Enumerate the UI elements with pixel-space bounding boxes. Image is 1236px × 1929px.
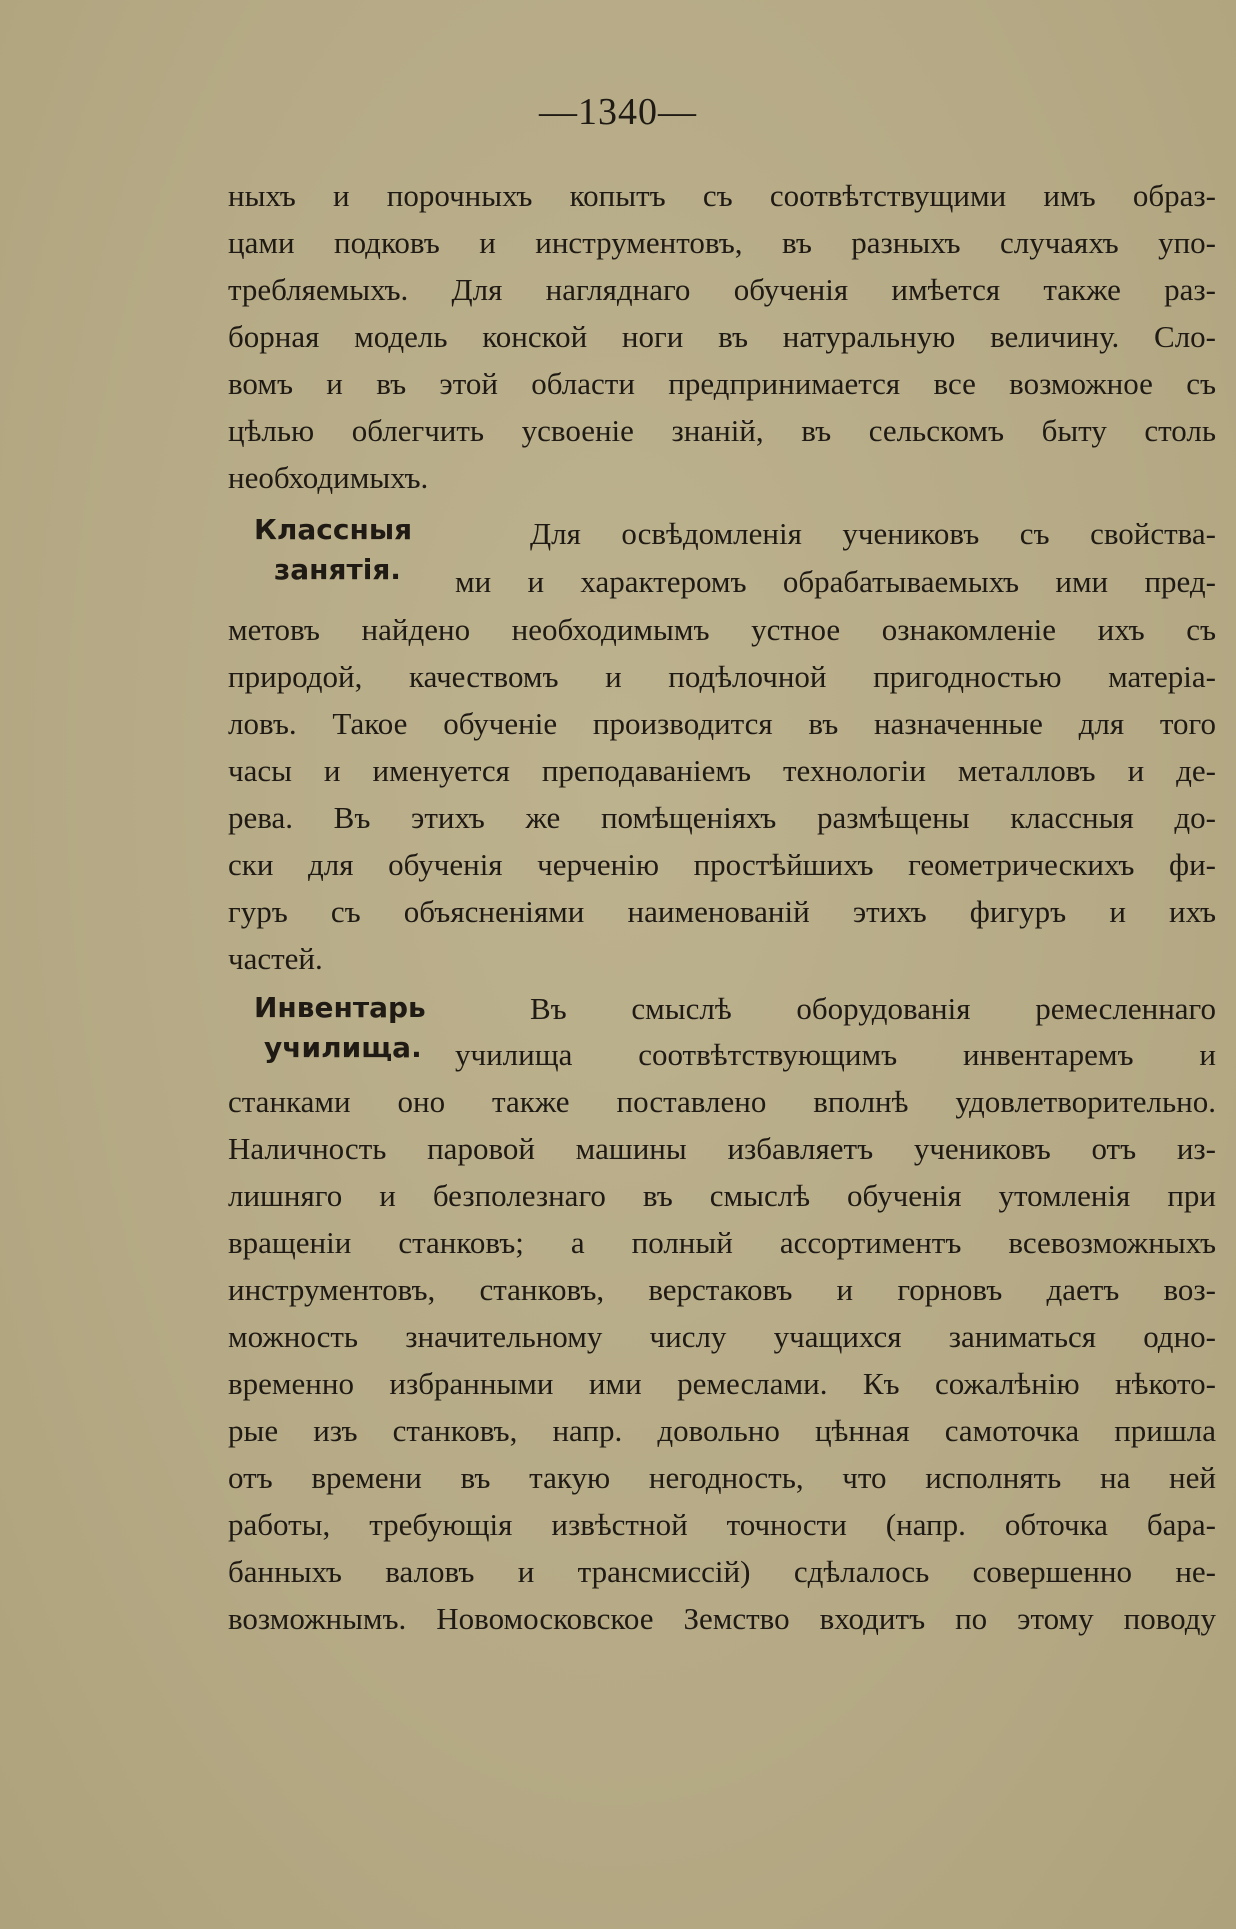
text-line: лишняго и безполезнаго въ смыслѣ обученія утомленія при [228,1178,1216,1213]
text-line: Наличность паровой машины избавляетъ учениковъ отъ из- [228,1131,1216,1166]
page-number: —1340— [539,91,697,133]
text-line: гуръ съ объясненіями наименованій этихъ фигуръ и ихъ [228,894,1216,929]
text-line: требляемыхъ. Для нагляднаго обученія имѣется также раз- [228,272,1216,307]
text-line: вомъ и въ этой области предпринимается все возможное съ [228,366,1216,401]
text-line: необходимыхъ. [228,460,429,495]
text-line: борная модель конской ноги въ натуральную величину. Сло- [228,319,1216,354]
text-line: станками оно также поставлено вполнѣ удовлетворительно. [228,1084,1216,1119]
text-line: банныхъ валовъ и трансмиссій) сдѣлалось совершенно не- [228,1554,1216,1589]
text-line: цами подковъ и инструментовъ, въ разныхъ случаяхъ упо- [228,225,1216,260]
text-line: Въ смыслѣ оборудованія ремесленнаго [530,991,1216,1026]
side-heading: Инвентарь [254,991,426,1024]
text-line: училища соотвѣтствующимъ инвентаремъ и [455,1037,1216,1072]
text-line: цѣлью облегчить усвоеніе знаній, въ сельскомъ быту столь [228,413,1216,448]
text-line: метовъ найдено необходимымъ устное ознакомленіе ихъ съ [228,612,1216,647]
text-line: рые изъ станковъ, напр. довольно цѣнная самоточка пришла [228,1413,1216,1448]
text-line: ми и характеромъ обрабатываемыхъ ими пред- [455,564,1216,599]
text-line: ловъ. Такое обученіе производится въ назначенные для того [228,706,1216,741]
text-line: Для освѣдомленія учениковъ съ свойства- [530,516,1216,551]
text-line: отъ времени въ такую негодность, что исполнять на ней [228,1460,1216,1495]
text-line: инструментовъ, станковъ, верстаковъ и горновъ даетъ воз- [228,1272,1216,1307]
text-line: частей. [228,941,323,976]
text-line: ски для обученія черченію простѣйшихъ геометрическихъ фи- [228,847,1216,882]
text-line: природой, качествомъ и подѣлочной пригодностью матеріа- [228,659,1216,694]
text-line: возможнымъ. Новомосковское Земство входитъ по этому поводу [228,1601,1216,1636]
text-line: работы, требующія извѣстной точности (напр. обточка бара- [228,1507,1216,1542]
text-line: вращеніи станковъ; а полный ассортиментъ всевозможныхъ [228,1225,1216,1260]
side-heading: Классныя [254,513,413,546]
text-line: ныхъ и порочныхъ копытъ съ соотвѣтствущими имъ образ- [228,178,1216,213]
side-heading: занятія. [274,553,401,586]
text-line: временно избранными ими ремеслами. Къ сожалѣнію нѣкото- [228,1366,1216,1401]
text-line: рева. Въ этихъ же помѣщеніяхъ размѣщены классныя до- [228,800,1216,835]
text-line: часы и именуется преподаваніемъ технологіи металловъ и де- [228,753,1216,788]
text-line: можность значительному числу учащихся заниматься одно- [228,1319,1216,1354]
side-heading: училища. [264,1031,422,1064]
